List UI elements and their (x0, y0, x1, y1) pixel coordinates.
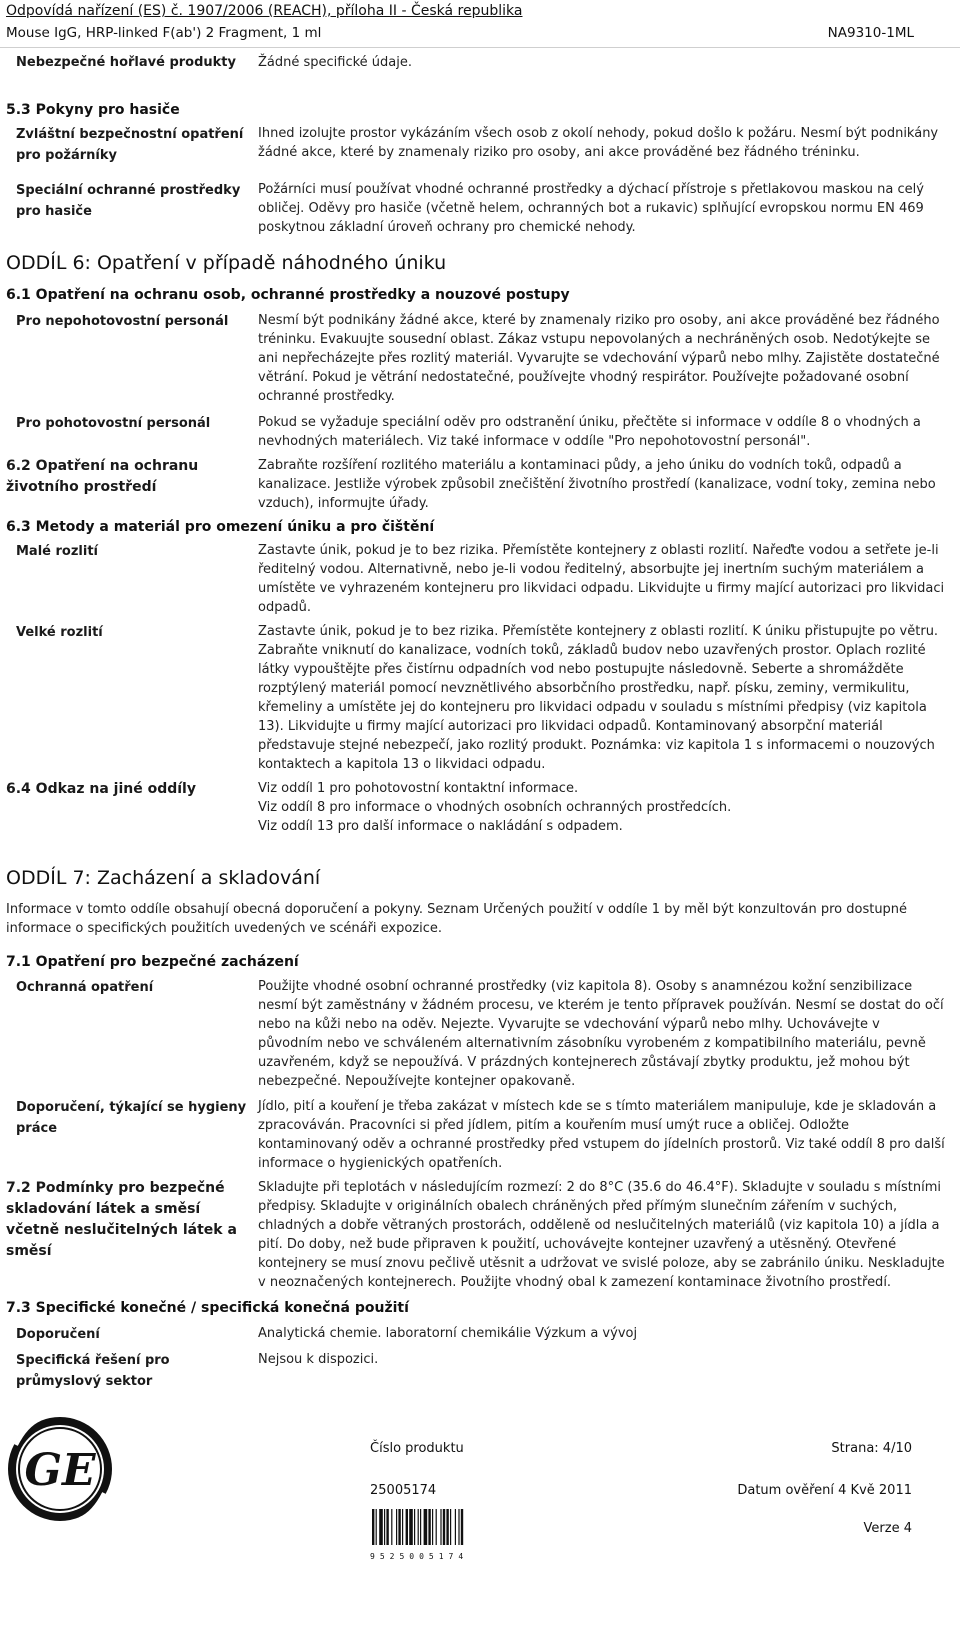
row-text: Žádné specifické údaje. (258, 55, 413, 70)
s7-3-heading: 7.3 Specifické konečné / specifická konečná použití (6, 1300, 409, 1316)
barcode-bar (440, 1509, 441, 1545)
barcode-bar (436, 1509, 437, 1545)
row-label: Pro nepohotovostní personál (16, 314, 229, 329)
industrial-sector-row (6, 1350, 956, 1392)
s6-4-row (6, 779, 956, 836)
barcode-bar (450, 1509, 451, 1545)
product-number: 25005174 (370, 1483, 437, 1498)
barcode-bar (386, 1509, 388, 1545)
row-text (258, 779, 956, 836)
barcode-bar (461, 1509, 463, 1545)
barcode (370, 1509, 500, 1545)
row-label: Doporučení (16, 1327, 100, 1342)
s7-1-heading: 7.1 Opatření pro bezpečné zacházení (6, 954, 299, 970)
barcode-number: 9525005174 (370, 1552, 469, 1561)
row-label: Specifická řešení pro průmyslový sektor (16, 1353, 170, 1389)
barcode-bar (402, 1509, 403, 1545)
barcode-bar (396, 1509, 397, 1545)
row-text: Zabraňte rozšíření rozlitého materiálu a kontaminaci půdy, a jeho úniku do vodních toků, odpadů a kanalizace. Jestliže výrobek způsobil znečištění životního prostředí (kanalizace, vodní toky, zemina nebo vzduch), informujte úřady. (258, 458, 936, 511)
ref-line: Viz oddíl 13 pro další informace o nakládání s odpadem. (258, 819, 623, 834)
row-text: Použijte vhodné osobní ochranné prostředky (viz kapitola 8). Osoby s anamnézou kožní senzibilizace nesmí být zaměstnány v žádném procesu, ve kterém je tento přípravek používán. Nesmí se dostat do očí nebo na kůži nebo na oděv. Nejezte. Vyvarujte se vdechování výparů nebo mlhy. Uchovávejte v původním nebo ve schváleném alternativním zásobníku vyrobeném z kompatibilního materiálu, pevně uzavřeném, když se nepoužívá. V prázdných kontejnerech zůstávají zbytky produktu, jež mohou být nebezpečné. Nepoužívejte kontejner opakovaně. (258, 979, 944, 1089)
recommendation-row (6, 1324, 956, 1345)
row-text: Zastavte únik, pokud je to bez rizika. Přemístěte kontejnery z oblasti rozlití. Nařeďte vodou a setřete je-li ředitelný vodou. Alternativně, nebo je-li vodou ředitelný, absorbujte jej inertním suchým materiálem a umístěte ve vyhrazeném kontejneru pro likvidaci odpadu. Likvidujte u firmy mající autorizaci pro likvidaci odpadů. (258, 543, 945, 615)
barcode-bar (418, 1509, 419, 1545)
ge-logo-text: GE (24, 1445, 96, 1496)
row-label: Speciální ochranné prostředky pro hasiče (16, 183, 241, 219)
document-body (6, 52, 956, 1392)
row-text: Skladujte při teplotách v následujícím rozmezí: 2 do 8°C (35.6 do 46.4°F). Skladujte v souladu s místními předpisy. Skladujte v originálních obalech chráněných před přímým slunečním zářením v suchých, chladných a dobře větraných prostorách, odděleně od neslučitelných materiálů (viz kapitola 10) a jídla a pití. Do doby, než bude připraven k použití, uchovávejte kontejner uzavřený a utěsněný. Otevřené kontejnery se musí znovu pečlivě utěsnit a udržovat ve svislé poloze, aby se zabránilo úniku. Neskladujte v neoznačených kontejnerech. Použijte vhodný obal k zamezení kontaminace životního prostředí. (258, 1180, 945, 1290)
row-label: Zvláštní bezpečnostní opatření pro požárníky (16, 127, 244, 163)
barcode-bar (414, 1509, 415, 1545)
product-name: Mouse IgG, HRP-linked F(ab') 2 Fragment, 1 ml (6, 25, 322, 41)
firefighter-equipment-row (6, 180, 956, 237)
row-label: Doporučení, týkající se hygieny práce (16, 1100, 247, 1136)
s7-2-row (6, 1178, 956, 1292)
regulation-header (6, 2, 522, 21)
page-footer (0, 1395, 960, 1651)
barcode-bar (391, 1509, 392, 1545)
hygiene-row (6, 1097, 956, 1173)
product-number-label: Číslo produktu (370, 1441, 464, 1456)
s6-2-row (6, 456, 956, 513)
non-emergency-row (6, 311, 956, 406)
barcode-bar (443, 1509, 445, 1545)
barcode-bar (372, 1509, 374, 1545)
row-text: Požárníci musí používat vhodné ochranné prostředky a dýchací přístroje s přetlakovou maskou na celý obličej. Oděvy pro hasiče (včetně helem, ochranných bot a rukavic) splňující evropskou normu EN 469 poskytnou základní úroveň ochrany pro chemické nehody. (258, 182, 924, 235)
s6-1-heading: 6.1 Opatření na ochranu osob, ochranné prostředky a nouzové postupy (6, 287, 570, 303)
row-label: Velké rozlití (16, 625, 103, 640)
row-text: Zastavte únik, pokud je to bez rizika. Přemístěte kontejnery z oblasti rozlití. K úniku přistupujte po větru. Zabraňte vniknutí do kanalizace, vodních toků, základů budov nebo uzavřených prostor. Oplach rozlité látky vypouštějte přes čistírnu odpadních vod nebo postupujte následovně. Seberte a shromážděte rozptýlený materiál pomocí nevznětlivého absorbčního prostředku, např. písku, zeminy, vermikulitu, křemeliny a umístěte jej do kontejneru pro likvidaci odpadu v souladu s místními předpisy (viz kapitola 13). Likvidujte u firmy mající autorizaci pro likvidaci odpadů. Kontaminovaný absorpční materiál představuje stejné nebezpečí, jako rozlitý produkt. Poznámka: viz kapitola 1 s informacemi o nouzových kontaktech a kapitola 13 o likvidaci odpadu. (258, 624, 939, 772)
barcode-bar (376, 1509, 377, 1545)
row-label: Pro pohotovostní personál (16, 416, 211, 431)
barcode-bar (455, 1509, 456, 1545)
row-text: Nejsou k dispozici. (258, 1352, 379, 1367)
barcode-bar (406, 1509, 408, 1545)
barcode-bar (379, 1509, 383, 1545)
row-label: Nebezpečné hořlavé produkty (16, 55, 236, 70)
row-label: Malé rozlití (16, 544, 98, 559)
barcode-bar (424, 1509, 428, 1545)
s6-4-heading: 6.4 Odkaz na jiné oddíly (6, 781, 196, 797)
small-spill-row (6, 541, 956, 617)
ref-line: Viz oddíl 1 pro pohotovostní kontaktní informace. (258, 781, 579, 796)
barcode-bar (409, 1509, 413, 1545)
regulation-text: Odpovídá nařízení (ES) č. 1907/2006 (REACH), příloha II - Česká republika (6, 3, 523, 19)
s6-3-heading: 6.3 Metody a materiál pro omezení úniku a pro čištění (6, 519, 435, 535)
large-spill-row (6, 622, 956, 774)
ge-logo (6, 1405, 114, 1533)
flammable-products-row (6, 52, 956, 73)
page-number: Strana: 4/10 (831, 1441, 912, 1456)
emergency-row (6, 413, 956, 451)
barcode-bar (398, 1509, 400, 1545)
row-text: Ihned izolujte prostor vykázáním všech osob z okolí nehody, pokud došlo k požáru. Nesmí být podnikány žádné akce, které by znamenaly riziko pro osoby, ani akce prováděné bez řádného tréninku. (258, 126, 939, 160)
s7-2-heading: 7.2 Podmínky pro bezpečné skladování látek a směsí včetně neslučitelných látek a směsí (6, 1180, 237, 1259)
s6-2-heading: 6.2 Opatření na ochranu životního prostředí (6, 458, 199, 495)
row-text: Nesmí být podnikány žádné akce, které by znamenaly riziko pro osoby, ani akce prováděné bez řádného tréninku. Evakuujte sousední oblast. Zákaz vstupu nepovolaných a nechráněných osob. Nedotýkejte se ani nepřecházejte přes rozlitý materiál. Vyvarujte se vdechování výparů nebo mlhy. Zajistěte dostatečné větrání. Pokud je větrání nedostatečné, používejte vhodný respirátor. Používejte požadované osobní ochranné prostředky. (258, 313, 940, 404)
barcode-bar (384, 1509, 385, 1545)
barcode-bar (432, 1509, 433, 1545)
page-header (0, 0, 960, 48)
barcode-bar (446, 1509, 448, 1545)
firefighter-precautions-row (6, 124, 956, 166)
barcode-bar (458, 1509, 459, 1545)
protective-measures-row (6, 977, 956, 1091)
row-text: Analytická chemie. laboratorní chemikálie Výzkum a vývoj (258, 1326, 638, 1341)
barcode-bar (428, 1509, 430, 1545)
section-7-title: ODDÍL 7: Zacházení a skladování (6, 867, 321, 889)
version: Verze 4 (863, 1521, 912, 1536)
barcode-bar (420, 1509, 421, 1545)
row-text: Jídlo, pití a kouření je třeba zakázat v místech kde se s tímto materiálem manipuluje, kde je skladován a zpracováván. Pracovníci si před jídlem, pitím a kouřením musí umýt ruce a obličej. Odložte kontaminovaný oděv a ochranné prostředky před vstupem do jídelních prostorů. Viz také oddíl 8 pro další informace o hygienických opatřeních. (258, 1099, 945, 1171)
product-code: NA9310-1ML (827, 25, 914, 41)
section-7-intro: Informace v tomto oddíle obsahují obecná doporučení a pokyny. Seznam Určených použití v oddíle 1 by měl být konzultován pro dostupné informace o specifických použitích uvedených ve scénáři expozice. (6, 902, 908, 936)
row-text: Pokud se vyžaduje speciální oděv pro odstranění úniku, přečtěte si informace v oddíle 8 o vhodných a nevhodných materiálech. Viz také informace v oddíle "Pro nepohotovostní personál". (258, 415, 921, 449)
row-label: Ochranná opatření (16, 980, 154, 995)
section-6-title: ODDÍL 6: Opatření v případě náhodného úniku (6, 252, 447, 274)
verification-date: Datum ověření 4 Kvě 2011 (737, 1483, 912, 1498)
ref-line: Viz oddíl 8 pro informace o vhodných osobních ochranných prostředcích. (258, 800, 732, 815)
s5-3-heading: 5.3 Pokyny pro hasiče (6, 102, 180, 118)
